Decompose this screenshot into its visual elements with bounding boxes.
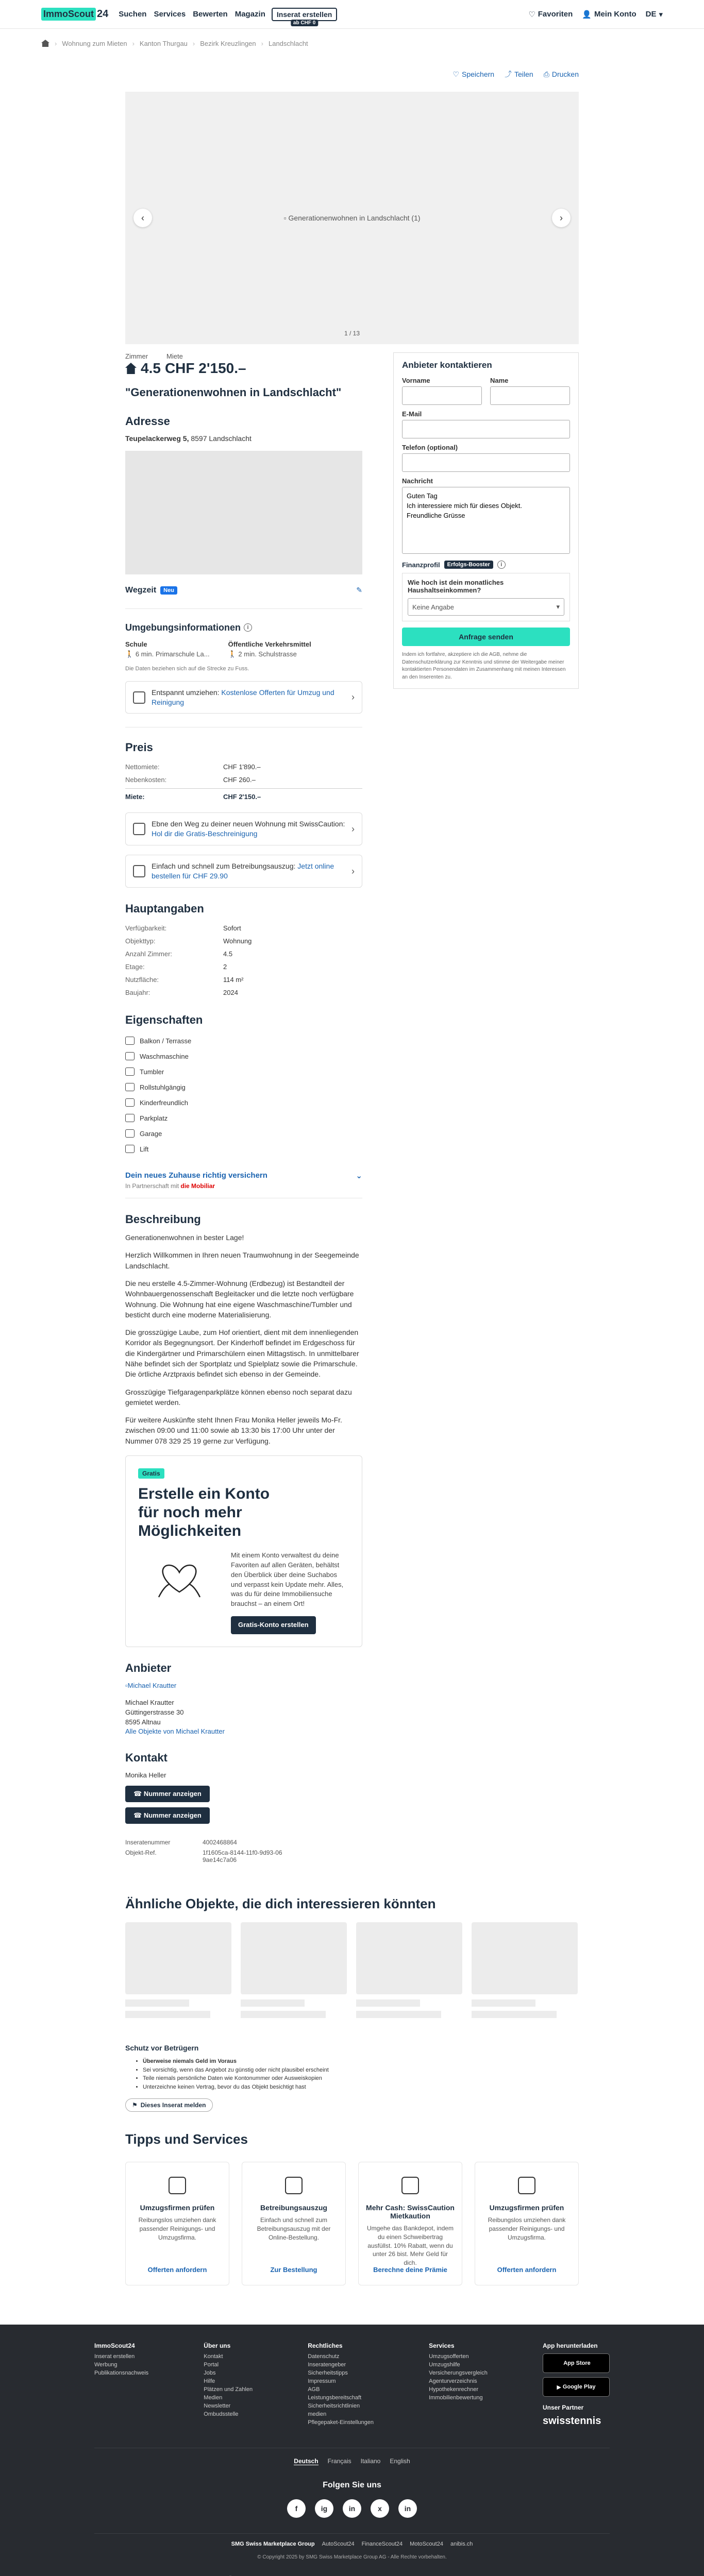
service-card: Betreibungsauszug Einfach und schnell zum Betreibungsauszug mit der Online-Bestellung. Zur Bestellung bbox=[242, 2162, 346, 2285]
transit-info: Öffentliche Verkehrsmittel 🚶 2 min. Schulstrasse bbox=[228, 640, 311, 658]
chevron-down-icon: ▾ bbox=[659, 10, 663, 19]
surroundings-heading: Umgebungsinformationen bbox=[125, 622, 241, 633]
insert-listing-button[interactable]: Inserat erstellen ab CHF 0 bbox=[272, 8, 337, 21]
signup-title: Erstelle ein Konto für noch mehr Möglichkeiten bbox=[138, 1485, 270, 1540]
contact-person: Monika Heller bbox=[125, 1771, 166, 1780]
document-icon bbox=[133, 823, 145, 835]
footer-link[interactable]: Sicherheitstipps bbox=[308, 2370, 348, 2377]
footer-link[interactable]: Agenturverzeichnis bbox=[429, 2378, 477, 2385]
site-logo[interactable]: ImmoScout 24 bbox=[41, 8, 108, 21]
chevron-right-icon: › bbox=[351, 866, 355, 876]
show-number-button[interactable]: ☎ Nummer anzeigen bbox=[125, 1786, 210, 1802]
list-item: Kinderfreundlich bbox=[125, 1095, 373, 1110]
heart-icon: ♡ bbox=[452, 70, 460, 78]
account-link[interactable]: 👤 Mein Konto bbox=[582, 10, 636, 19]
footer-link[interactable]: Plätzen und Zahlen bbox=[204, 2386, 253, 2393]
info-icon[interactable]: i bbox=[497, 561, 506, 569]
footer-link[interactable]: Datenschutz bbox=[308, 2353, 340, 2360]
shield-icon bbox=[401, 2177, 419, 2194]
similar-card[interactable] bbox=[241, 1922, 347, 2018]
footer-link[interactable]: Inseratengeber bbox=[308, 2362, 346, 2368]
group-link[interactable]: AutoScout24 bbox=[322, 2541, 355, 2548]
group-link[interactable]: anibis.ch bbox=[450, 2541, 473, 2548]
all-listings-link[interactable]: Alle Objekte von Michael Krautter bbox=[125, 1727, 225, 1736]
list-item: • Teile niemals persönliche Daten wie Kontonummer oder Ausweiskopien bbox=[143, 2074, 579, 2083]
wheelchair-icon bbox=[125, 1083, 135, 1091]
footer-link[interactable]: Pflegepaket-Einstellungen bbox=[308, 2419, 374, 2426]
footer-link[interactable]: AGB bbox=[308, 2386, 320, 2393]
info-icon[interactable]: i bbox=[244, 623, 252, 632]
insert-price-badge: ab CHF 0 bbox=[291, 20, 318, 26]
service-card: Umzugsfirmen prüfen Reibungslos umziehen dank passender Reinigungs- und Umzugsfirma. Offerten anfordern bbox=[125, 2162, 229, 2285]
instagram-icon[interactable]: ig bbox=[315, 2499, 333, 2518]
nav-item-suchen[interactable]: Suchen bbox=[119, 10, 147, 19]
tipps-heading: Tipps und Services bbox=[125, 2131, 248, 2147]
breadcrumb-item[interactable]: Bezirk Kreuzlingen bbox=[200, 39, 256, 47]
language-links bbox=[94, 2448, 610, 2465]
email-field[interactable] bbox=[402, 420, 570, 438]
contact-form: Anbieter kontaktieren Vorname Name E-Mail Telefon (optional) Nachricht Guten Tag Ich interessiere mich für dieses Objekt. Freundliche Grüsse Finanzprofil Erfolgs-Booster i Wie hoch ist dein monatliches Haushaltseinkommen? Keine Angabe ▾ Anfrage senden Indem ich fortfahre, akzeptiere ich die AGB, nehme die Datenschutzerklärung zur Kenntnis und stimme der Weitergabe meiner kontaktierten Personendaten im Zusammenhang mit meinen Interessen an den Inserenten zu. bbox=[393, 352, 579, 689]
lang-link[interactable]: English bbox=[390, 2458, 410, 2465]
mobiliar-logo: die Mobiliar bbox=[180, 1182, 215, 1190]
chevron-right-icon: › bbox=[351, 823, 355, 834]
list-item: Waschmaschine bbox=[125, 1048, 373, 1064]
footer-link[interactable]: Medien bbox=[204, 2395, 223, 2401]
list-item: • Sei vorsichtig, wenn das Angebot zu günstig oder nicht plausibel erscheint bbox=[143, 2066, 579, 2075]
swisscaution-promo[interactable]: Ebne den Weg zu deiner neuen Wohnung mit SwissCaution: Hol dir die Gratis-Beschreinigung › bbox=[125, 812, 362, 845]
map[interactable] bbox=[125, 451, 362, 574]
nav-item-bewerten[interactable]: Bewerten bbox=[193, 10, 228, 19]
surroundings-note: Die Daten beziehen sich auf die Strecke zu Fuss. bbox=[125, 665, 249, 672]
footer-link[interactable]: Portal bbox=[204, 2362, 219, 2368]
share-bar bbox=[125, 58, 579, 92]
send-request-button[interactable]: Anfrage senden bbox=[402, 628, 570, 646]
price-heading: Preis bbox=[125, 741, 153, 754]
service-link[interactable]: Offerten anfordern bbox=[147, 2266, 207, 2274]
report-listing-button[interactable]: ⚑ Dieses Inserat melden bbox=[125, 2098, 213, 2112]
description-heading: Beschreibung bbox=[125, 1213, 201, 1226]
footer-link[interactable]: Inserat erstellen bbox=[94, 2353, 135, 2360]
wegzeit-label: Wegzeit bbox=[125, 585, 157, 595]
main-content bbox=[125, 352, 373, 1865]
footer-link[interactable]: Publikationsnachweis bbox=[94, 2370, 149, 2377]
description-text: Generationenwohnen in bester Lage! Herzlich Willkommen in Ihren neuen Traumwohnung in der Seegemeinde Landschlacht. Die neu erstelle 4.5-Zimmer-Wohnung (Erdbezug) ist Bestandteil der Wohnbauergenossenschaft Begleitacker und die letzte noch verfügbare Wohnung. Die Wohnung hat eine eigene Waschmaschine/Tumbler und besticht durch eine moderne Materialisierung. Die grosszügige Laube, zum Hof orientiert, dient mit dem innenliegenden Korridor als Begegnungsort. Der Kinderhoff befindet im Erdgeschoss für die Kindergärtner und Primarschülern einen Mittagstisch. In unmittelbarer Nähe befindet sich der Sportplatz und Spielplatz sowie die Primarschule. Die örtliche Arztpraxis befindet sich ebenso in der Gemeinde. Grosszügige Tiefgaragenparkplätze können ebenso noch separat dazu gemietet werden. Für weitere Auskünfte steht Ihnen Frau Monika Heller jeweils Mo-Fr. zwischen 09:00 und 11:00 sowie ab 13:30 bis 17:00 Uhr unter der Nummer 078 329 25 19 gerne zur Verfügung. bbox=[125, 1233, 359, 1445]
list-item: Balkon / Terrasse bbox=[125, 1033, 373, 1048]
list-item: Parkplatz bbox=[125, 1110, 373, 1126]
similar-card[interactable] bbox=[472, 1922, 578, 2018]
broken-image-icon: ▫ bbox=[283, 214, 287, 222]
home-icon[interactable] bbox=[41, 40, 49, 47]
walk-icon: 🚶 bbox=[228, 650, 237, 658]
finance-profile-label: Finanzprofil bbox=[402, 561, 440, 569]
advertiser-heading: Anbieter bbox=[125, 1661, 172, 1674]
edit-icon[interactable]: ✎ bbox=[356, 586, 362, 595]
breadcrumb-item[interactable]: Wohnung zum Mieten bbox=[62, 39, 127, 47]
lang-link[interactable]: Italiano bbox=[360, 2458, 381, 2465]
similar-heading: Ähnliche Objekte, die dich interessieren könnten bbox=[125, 1896, 436, 1912]
footer-link[interactable]: Sicherheitsrichtlinien bbox=[308, 2403, 360, 2410]
nav-item-magazin[interactable]: Magazin bbox=[234, 10, 265, 19]
list-item: Rollstuhlgängig bbox=[125, 1079, 373, 1095]
truck-icon bbox=[133, 691, 145, 704]
share-button[interactable]: ⤴ Teilen bbox=[505, 70, 533, 78]
income-select[interactable]: Keine Angabe ▾ bbox=[408, 598, 564, 616]
parking-icon bbox=[125, 1114, 135, 1122]
gallery-counter: 1 / 13 bbox=[344, 330, 360, 337]
list-item: • Überweise niemals Geld im Voraus bbox=[143, 2057, 579, 2066]
gratis-badge: Gratis bbox=[138, 1468, 164, 1479]
last-name-field[interactable] bbox=[490, 386, 570, 405]
partner-logo[interactable]: swisstennis bbox=[542, 2415, 601, 2427]
flag-icon: ⚑ bbox=[132, 2102, 138, 2109]
contact-heading: Kontakt bbox=[125, 1751, 167, 1765]
gallery-next-button[interactable] bbox=[552, 209, 571, 227]
rooms-label: Zimmer bbox=[125, 352, 148, 360]
service-link[interactable]: Berechne deine Prämie bbox=[373, 2266, 447, 2274]
breadcrumb-item[interactable]: Landschlacht bbox=[268, 39, 308, 47]
list-item: Lift bbox=[125, 1141, 373, 1157]
service-card: Mehr Cash: SwissCaution Mietkaution Umgehe das Bankdepot, indem du einen Schweibertrag ausfüllst. 10% Rabatt, wenn du unter 26 bist. Mehr Geld für dich. Berechne deine Prämie bbox=[358, 2162, 462, 2285]
contact-form-title: Anbieter kontaktieren bbox=[402, 360, 492, 370]
chevron-down-icon: ⌄ bbox=[356, 1172, 362, 1181]
footer-link[interactable]: medien bbox=[308, 2411, 327, 2418]
nav-item-services[interactable]: Services bbox=[154, 10, 186, 19]
footer-link[interactable]: Newsletter bbox=[204, 2403, 231, 2410]
list-item: Tumbler bbox=[125, 1064, 373, 1079]
truck-icon bbox=[169, 2177, 186, 2194]
chevron-right-icon: › bbox=[560, 212, 563, 223]
walk-icon: 🚶 bbox=[125, 650, 134, 658]
footer-link[interactable]: Hypothekenrechner bbox=[429, 2386, 479, 2393]
washing-machine-icon bbox=[125, 1052, 135, 1060]
document-icon bbox=[133, 865, 145, 877]
footer-link[interactable]: Kontakt bbox=[204, 2353, 223, 2360]
copyright: © Copyright 2025 by SMG Swiss Marketplace Group AG - Alle Rechte vorbehalten. bbox=[257, 2554, 447, 2561]
listing-ids: Inseratenummer 4002468864 Objekt-Ref. 1f1605ca-8144-11f0-9d93-069ae14c7a06 bbox=[125, 1839, 282, 1864]
dryer-icon bbox=[125, 1067, 135, 1076]
facebook-icon[interactable]: f bbox=[287, 2499, 306, 2518]
app-store-button[interactable]: App Store bbox=[543, 2353, 610, 2373]
x-icon[interactable]: x bbox=[371, 2499, 389, 2518]
betreibung-promo[interactable]: Einfach und schnell zum Betreibungsauszug: Jetzt online bestellen für CHF 29.90 › bbox=[125, 855, 362, 888]
breadcrumb-item[interactable]: Kanton Thurgau bbox=[139, 39, 188, 47]
rooms-value: 4.5 bbox=[141, 360, 161, 376]
lang-link[interactable]: Deutsch bbox=[294, 2458, 319, 2465]
phone-icon: ☎ bbox=[133, 1811, 142, 1820]
footer-link[interactable]: Werbung bbox=[94, 2362, 118, 2368]
footer-link[interactable]: Impressum bbox=[308, 2378, 336, 2385]
group-links: SMG Swiss Marketplace Group AutoScout24 FinanceScout24 MotoScout24 anibis.ch bbox=[94, 2533, 610, 2547]
main-info-table: Verfügbarkeit: Sofort Objekttyp: Wohnung Anzahl Zimmer: 4.5 Etage: 2 Nutzfläche: 114 m² Baujahr: 2024 bbox=[125, 924, 252, 997]
footer-link[interactable]: Versicherungsvergleich bbox=[429, 2370, 488, 2377]
school-info: Schule 🚶 6 min. Primarschule La... bbox=[125, 640, 210, 658]
address-heading: Adresse bbox=[125, 414, 170, 428]
lang-link[interactable]: Français bbox=[327, 2458, 351, 2465]
booster-badge: Erfolgs-Booster bbox=[444, 561, 493, 569]
price-table: Nettomiete: CHF 1'890.– Nebenkosten: CHF 260.– Miete: CHF 2'150.– bbox=[125, 760, 362, 803]
print-icon: ⎙ bbox=[543, 70, 549, 78]
image-gallery[interactable] bbox=[125, 92, 579, 344]
chevron-right-icon: › bbox=[351, 692, 355, 703]
similar-card[interactable] bbox=[125, 1922, 231, 2018]
document-icon bbox=[285, 2177, 303, 2194]
linkedin-icon[interactable]: in bbox=[398, 2499, 417, 2518]
chevron-left-icon: ‹ bbox=[141, 212, 144, 223]
properties-list bbox=[125, 1033, 373, 1157]
service-link[interactable]: Zur Bestellung bbox=[270, 2266, 317, 2274]
footer-link[interactable]: Immobilienbewertung bbox=[429, 2395, 483, 2401]
legal-text: Indem ich fortfahre, akzeptiere ich die AGB, nehme die Datenschutzerklärung zur Kenntnis und stimme der Weitergabe meiner kontaktierten Personendaten im Zusammenhang mit meinen Interessen an den Inserenten zu. bbox=[402, 652, 566, 680]
site-footer: ImmoScout24 Inserat erstellen Werbung Publikationsnachweis Über uns Kontakt Portal Jobs Hilfe Plätzen und Zahlen Medien Newsletter Ombudsstelle Rechtliches Datenschutz Inseratengeber Sicherheitstipps Impressum AGB Leistungsbereitschaft Sicherheitsrichtlinien medien Pflegepaket-Einstellungen Services Umzugsofferten Umzugshilfe Versicherungsvergleich Agenturverzeichnis Hypothekenrechner Immobilienbewertung App herunterladen App Store ▶ Google Play Unser Partner swisstennis Deutsch Français Italiano English Folgen Sie uns f ig in x in SMG Swiss Marketplace Group AutoScout24 FinanceScout24 MotoScout24 anibis.ch © Copyright 2025 by SMG Swiss Marketplace Group AG - Alle Rechte vorbehalten. bbox=[0, 2325, 704, 2576]
print-button[interactable]: ⎙ Drucken bbox=[543, 70, 579, 78]
save-button[interactable]: ♡ Speichern bbox=[452, 70, 495, 78]
footer-link[interactable]: Umzugshilfe bbox=[429, 2362, 460, 2368]
insurance-promo[interactable]: Dein neues Zuhause richtig versichern ⌄ In Partnerschaft mit die Mobiliar bbox=[125, 1171, 362, 1198]
create-account-button[interactable]: Gratis-Konto erstellen bbox=[231, 1616, 316, 1634]
linkedin-icon[interactable]: in bbox=[343, 2499, 361, 2518]
moving-promo[interactable]: Entspannt umziehen: Kostenlose Offerten für Umzug und Reinigung › bbox=[125, 681, 362, 714]
rent-label: Miete bbox=[166, 352, 183, 360]
new-badge: Neu bbox=[160, 586, 177, 595]
garage-icon bbox=[125, 1129, 135, 1138]
similar-cards bbox=[125, 1922, 579, 2018]
elevator-icon bbox=[125, 1145, 135, 1153]
heart-hands-illustration bbox=[138, 1551, 221, 1607]
favorites-link[interactable]: ♡ Favoriten bbox=[528, 10, 573, 19]
footer-link[interactable]: Jobs bbox=[204, 2370, 216, 2377]
income-question: Wie hoch ist dein monatliches Haushaltseinkommen? bbox=[408, 579, 504, 594]
phone-icon: ☎ bbox=[133, 1790, 142, 1798]
properties-heading: Eigenschaften bbox=[125, 1013, 203, 1027]
gallery-prev-button[interactable] bbox=[133, 209, 152, 227]
footer-link[interactable]: Hilfe bbox=[204, 2378, 215, 2385]
footer-link[interactable]: Ombudsstelle bbox=[204, 2411, 239, 2418]
rooms-icon bbox=[125, 363, 137, 374]
listing-title: "Generationenwohnen in Landschlacht" bbox=[125, 386, 342, 399]
service-link[interactable]: Offerten anfordern bbox=[497, 2266, 557, 2274]
gallery-image: ▫ Generationenwohnen in Landschlacht (1) bbox=[283, 214, 421, 222]
phone-field[interactable] bbox=[402, 453, 570, 472]
signup-text: Mit einem Konto verwaltest du deine Favoriten auf allen Geräten, behältst den Überblick über deine Suchabos und verpasst kein Update mehr. Alles, was du für deine Immobiliensuche brauchst – an einem Ort! bbox=[231, 1551, 344, 1608]
message-field[interactable] bbox=[402, 487, 570, 554]
signup-card bbox=[125, 1455, 362, 1647]
main-info-heading: Hauptangaben bbox=[125, 902, 204, 916]
play-icon: ▶ bbox=[557, 2384, 561, 2391]
advertiser-info: ▫Michael Krautter Michael Krautter Güttingerstrasse 30 8595 Altnau Alle Objekte von Michael Krautter bbox=[125, 1681, 373, 1737]
first-name-field[interactable] bbox=[402, 386, 482, 405]
list-item: • Unterzeichne keinen Vertrag, bevor du das Objekt besichtigt hast bbox=[143, 2083, 579, 2092]
site-header bbox=[0, 0, 704, 29]
footer-link[interactable]: Leistungsbereitschaft bbox=[308, 2395, 362, 2401]
truck-icon bbox=[518, 2177, 535, 2194]
main-nav bbox=[119, 10, 265, 19]
broken-image-icon: ▫ bbox=[125, 1681, 128, 1689]
footer-link[interactable]: Umzugsofferten bbox=[429, 2353, 469, 2360]
rent-value: CHF 2'150.– bbox=[164, 360, 246, 376]
user-icon: 👤 bbox=[582, 10, 592, 19]
heart-icon: ♡ bbox=[528, 10, 535, 19]
balcony-icon bbox=[125, 1037, 135, 1045]
child-icon bbox=[125, 1098, 135, 1107]
list-item: Garage bbox=[125, 1126, 373, 1141]
service-card: Umzugsfirmen prüfen Reibungslos umziehen dank passender Reinigungs- und Umzugsfirma. Offerten anfordern bbox=[475, 2162, 579, 2285]
follow-heading: Folgen Sie uns bbox=[323, 2481, 381, 2490]
breadcrumb: › Wohnung zum Mieten › Kanton Thurgau › Bezirk Kreuzlingen › Landschlacht bbox=[0, 29, 704, 58]
address-text: Teupelackerweg 5, 8597 Landschlacht bbox=[125, 434, 252, 443]
advertiser-logo: ▫Michael Krautter bbox=[125, 1681, 177, 1689]
share-icon: ⤴ bbox=[505, 70, 512, 78]
similar-card[interactable] bbox=[356, 1922, 462, 2018]
fraud-warning: Schutz vor Betrügern • Überweise niemals Geld im Voraus • Sei vorsichtig, wenn das Angebot zu günstig oder nicht plausibel erscheint • Teile niemals persönliche Daten wie Kontonummer oder Ausweiskopien • Unterzeichne keinen Vertrag, bevor du das Objekt besichtigt hast ⚑ Dieses Inserat melden bbox=[125, 2044, 579, 2112]
google-play-button[interactable]: ▶ Google Play bbox=[543, 2377, 610, 2397]
chevron-down-icon: ▾ bbox=[556, 603, 560, 611]
language-switch[interactable]: DE ▾ bbox=[645, 10, 663, 19]
group-link[interactable]: FinanceScout24 bbox=[361, 2541, 403, 2548]
group-link[interactable]: MotoScout24 bbox=[410, 2541, 443, 2548]
show-number-button[interactable]: ☎ Nummer anzeigen bbox=[125, 1807, 210, 1824]
